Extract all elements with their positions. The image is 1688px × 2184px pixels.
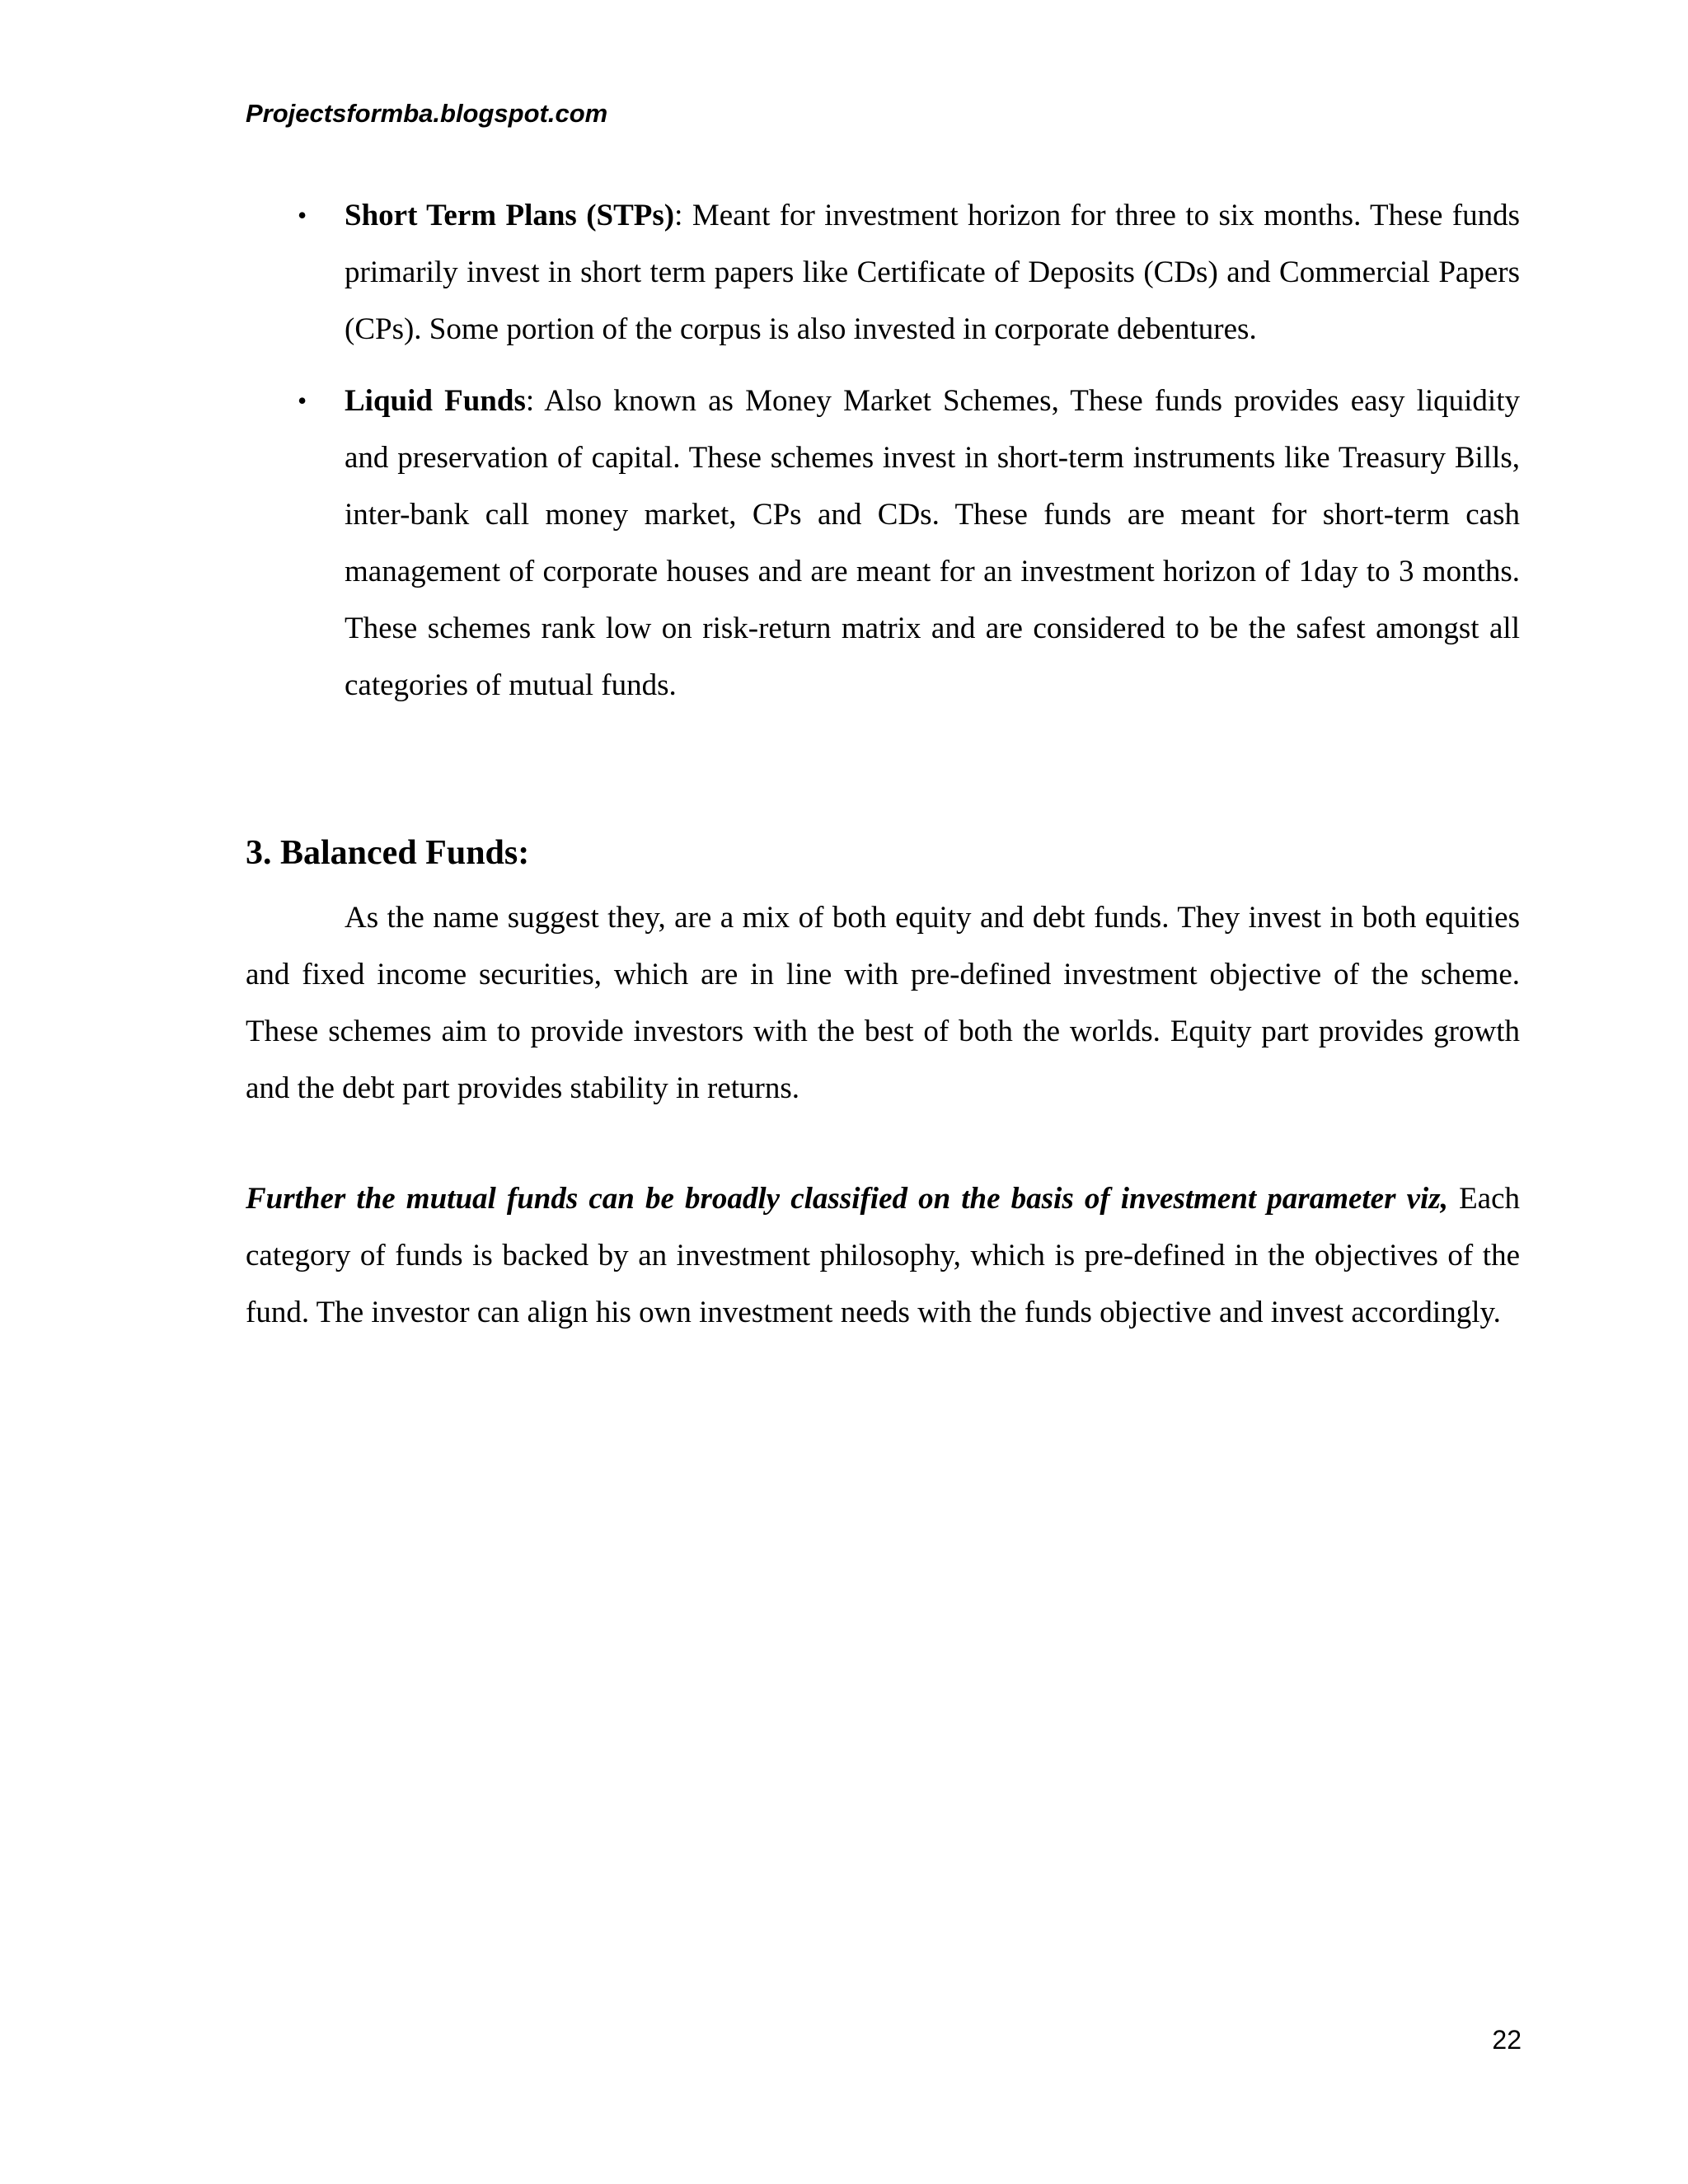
page-number: 22 <box>1492 2025 1522 2055</box>
bullet-dot-icon: • <box>298 386 307 415</box>
paragraph-body-text: Each category of funds is backed by an investment philosophy, which is pre-defined in the objectives of the fund. The investor can align his own investment needs with the funds objective and invest accordingly. <box>246 1182 1521 1329</box>
bullet-term: Short Term Plans (STPs) <box>345 199 675 232</box>
bullet-text: : Also known as Money Market Schemes, These funds provides easy liquidity and preservation of capital. These schemes invest in short-term instruments like Treasury Bills, inter-bank call money market, CPs and CDs. These funds are meant for short-term cash management of corporate houses and are meant for an investment horizon of 1day to 3 months. These schemes rank low on risk-return matrix and are considered to be the safest amongst all categories of mutual funds. <box>345 384 1520 702</box>
bullet-item-liquid-funds <box>246 373 1520 714</box>
section-heading-balanced-funds: 3. Balanced Funds: <box>246 834 530 872</box>
bullet-term: Liquid Funds <box>345 384 526 418</box>
bullet-text: : Meant for investment horizon for three to six months. These funds primarily invest in short term papers like Certificate of Deposits (CDs) and Commercial Papers (CPs). Some portion of the corpus is also invested in corporate debentures. <box>345 199 1521 346</box>
paragraph-lead-text: Further the mutual funds can be broadly classified on the basis of investment parameter viz, <box>246 1182 1448 1216</box>
paragraph-balanced-funds: As the name suggest they, are a mix of both equity and debt funds. They invest in both equities and fixed income securities, which are in line with pre-defined investment objective of the scheme. These schemes aim to provide investors with the best of both the worlds. Equity part provides growth and the debt part provides stability in returns. <box>246 901 1520 1105</box>
bullet-list <box>246 187 1520 729</box>
bullet-dot-icon: • <box>298 200 307 230</box>
bullet-item-short-term-plans <box>246 187 1520 358</box>
page-header-site: Projectsformba.blogspot.com <box>246 99 608 128</box>
paragraph-classification <box>246 1170 1520 1341</box>
